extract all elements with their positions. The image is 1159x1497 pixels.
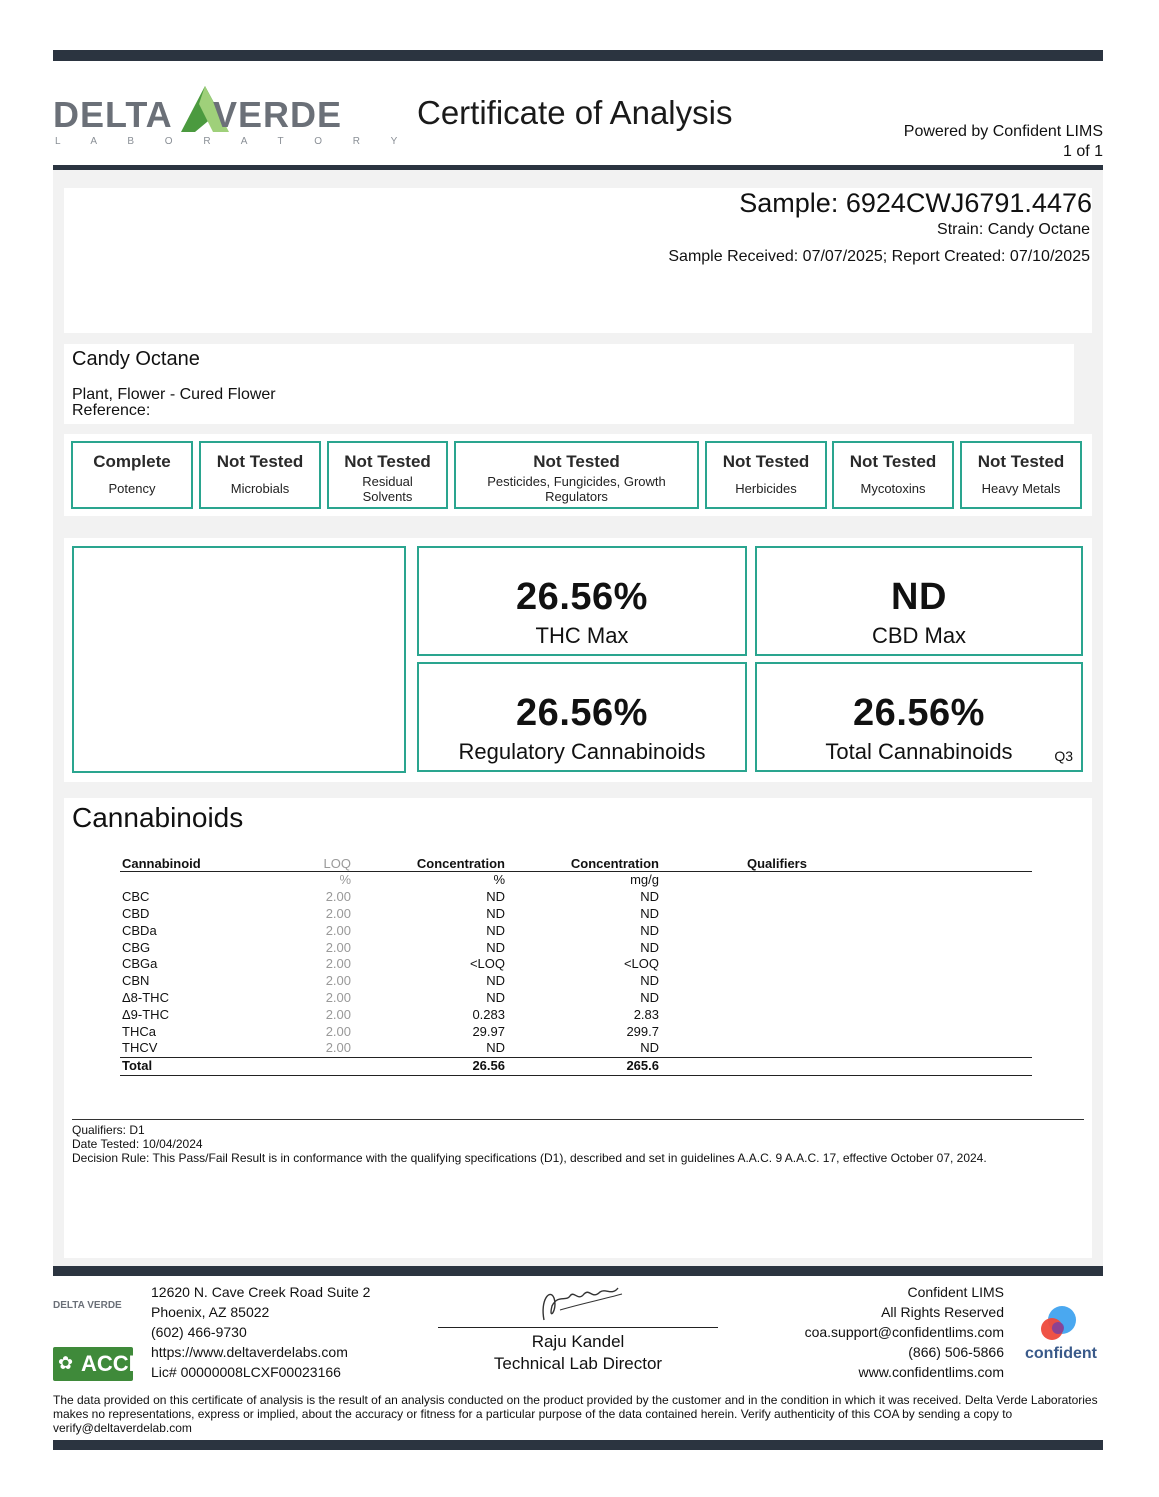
test-potency <box>71 441 193 509</box>
signature <box>530 1280 630 1326</box>
test-name: Microbials <box>230 481 290 496</box>
total-value: 26.56% <box>853 692 985 734</box>
cannabinoids-title: Cannabinoids <box>72 802 244 833</box>
product-type: Plant, Flower - Cured Flower <box>72 386 276 403</box>
total-label: Total Cannabinoids <box>825 739 1013 764</box>
lims-web[interactable]: www.confidentlims.com <box>858 1364 1004 1380</box>
table-row: THCa 2.00 29.97 299.7 <box>122 1023 659 1039</box>
table-row: CBD 2.00 ND ND <box>122 905 659 921</box>
date-tested-note: Date Tested: 10/04/2024 <box>72 1137 203 1151</box>
lab-address <box>151 1282 370 1382</box>
sample-id: Sample: 6924CWJ6791.4476 <box>739 188 1092 218</box>
lab-license: Lic# 00000008LCXF00023166 <box>151 1364 341 1380</box>
bottom-bar <box>53 1440 1103 1450</box>
signer-title: Technical Lab Director <box>493 1354 663 1373</box>
confident-text: confident <box>1025 1345 1097 1362</box>
test-herbicides <box>705 441 827 509</box>
table-row: Δ9-THC 2.00 0.283 2.83 <box>122 1006 659 1022</box>
test-mycotoxins <box>832 441 954 509</box>
lims-rights: All Rights Reserved <box>881 1304 1004 1320</box>
test-residual-solvents <box>327 441 448 509</box>
sample-panel <box>64 188 1092 333</box>
page-title: Certificate of Analysis <box>417 94 733 131</box>
col-concentration-mg: Concentration <box>507 855 661 872</box>
powered-by: Powered by Confident LIMS <box>903 123 1103 140</box>
logo-laboratory-text: L A B O R A T O R Y <box>55 136 412 147</box>
table-row: THCV 2.00 ND ND <box>122 1040 659 1056</box>
product-name: Candy Octane <box>72 348 200 370</box>
qualifiers-note: Qualifiers: D1 <box>72 1123 145 1137</box>
test-name: Herbicides <box>735 481 797 496</box>
table-header-row <box>120 855 1032 872</box>
test-status: Not Tested <box>533 452 620 471</box>
unit-pct: % <box>493 872 505 888</box>
test-status: Not Tested <box>977 452 1065 471</box>
test-status: Not Tested <box>344 452 431 471</box>
test-heavy-metals <box>960 441 1082 509</box>
lab-phone: (602) 466-9730 <box>151 1324 247 1340</box>
test-name: Residual Solvents <box>362 474 413 504</box>
cbd-max-label: CBD Max <box>871 623 967 648</box>
signature-line <box>438 1327 718 1328</box>
disclaimer: The data provided on this certificate of analysis is the result of an analysis conducted on the product provided by the customer and in the condition in which it was received. Delta Verde Laboratories makes no representations, express or implied, about the accuracy or fitness for a particular purpose of the data contained herein. Verify authenticity of this COA by sending a copy to verify@deltaverdelab.com <box>53 1393 1098 1435</box>
thc-max-label: THC Max <box>535 623 629 648</box>
page-number: 1 of 1 <box>1062 143 1103 160</box>
accl-text: ACCL <box>81 1351 143 1376</box>
total-qualifier: Q3 <box>1054 748 1073 764</box>
total-row: Total 26.56 265.6 <box>120 1057 1032 1075</box>
footer-bar <box>53 1266 1103 1276</box>
table-row: CBDa 2.00 ND ND <box>122 922 659 938</box>
test-name: Mycotoxins <box>860 481 926 496</box>
test-status: Not Tested <box>722 452 810 471</box>
product-reference: Reference: <box>72 402 151 419</box>
col-qualifiers: Qualifiers <box>661 855 1032 872</box>
accl-leaf-icon: ✿ <box>58 1353 74 1373</box>
notes-divider <box>72 1119 1084 1120</box>
sample-dates: Sample Received: 07/07/2025; Report Created: 07/10/2025 <box>668 248 1090 265</box>
test-name: Pesticides, Fungicides, Growth Regulators <box>487 474 666 504</box>
test-name: Potency <box>108 481 156 496</box>
test-microbials <box>199 441 321 509</box>
decision-rule-note: Decision Rule: This Pass/Fail Result is in conformance with the qualifying specifications (D1), described and set in guidelines A.A.C. 9 A.A.C. 17, effective October 07, 2024. <box>72 1151 987 1165</box>
test-status: Not Tested <box>216 452 304 471</box>
col-loq: LOQ <box>304 855 353 872</box>
address-line-2: Phoenix, AZ 85022 <box>151 1304 270 1320</box>
test-status: Not Tested <box>849 452 937 471</box>
table-row: CBG 2.00 ND ND <box>122 939 659 955</box>
signer-name: Raju Kandel <box>531 1332 625 1351</box>
sample-strain: Strain: Candy Octane <box>937 221 1090 238</box>
top-bar <box>53 50 1103 61</box>
logo-delta-text: DELTA <box>53 94 173 135</box>
thc-max-value: 26.56% <box>516 576 648 618</box>
confident-logo <box>1022 1302 1102 1364</box>
lims-name: Confident LIMS <box>907 1284 1004 1300</box>
delta-verde-logo <box>53 82 412 152</box>
unit-mg: mg/g <box>630 872 659 888</box>
cbd-max-box <box>755 546 1083 656</box>
accl-logo <box>53 1347 143 1381</box>
table-row: CBC 2.00 ND ND <box>122 889 659 905</box>
thc-max-box <box>417 546 747 656</box>
lims-phone: (866) 506-5866 <box>908 1344 1004 1360</box>
col-concentration-pct: Concentration <box>353 855 507 872</box>
total-box <box>755 662 1083 772</box>
table-row: CBN 2.00 ND ND <box>122 973 659 989</box>
regulatory-label: Regulatory Cannabinoids <box>458 739 706 764</box>
regulatory-box <box>417 662 747 772</box>
product-panel <box>64 344 1074 424</box>
lims-email[interactable]: coa.support@confidentlims.com <box>804 1324 1004 1340</box>
address-line-1: 12620 N. Cave Creek Road Suite 2 <box>151 1284 371 1300</box>
test-pesticides <box>454 441 699 509</box>
cannabinoids-table <box>120 855 1032 1076</box>
col-cannabinoid: Cannabinoid <box>120 855 304 872</box>
unit-loq: % <box>339 872 351 888</box>
units-row <box>120 872 1032 889</box>
test-status: Complete <box>93 452 171 471</box>
table-row: Δ8-THC 2.00 ND ND <box>122 989 659 1005</box>
lims-info <box>805 1282 1004 1382</box>
footer-logo: DELTA VERDE <box>53 1300 122 1311</box>
logo-verde-text: VERDE <box>213 94 343 135</box>
test-name: Heavy Metals <box>981 481 1061 496</box>
cbd-max-value: ND <box>891 576 947 618</box>
table-row: CBGa 2.00 <LOQ <LOQ <box>122 956 659 972</box>
image-box <box>72 546 406 773</box>
regulatory-value: 26.56% <box>516 692 648 734</box>
lab-website[interactable]: https://www.deltaverdelabs.com <box>151 1344 348 1360</box>
